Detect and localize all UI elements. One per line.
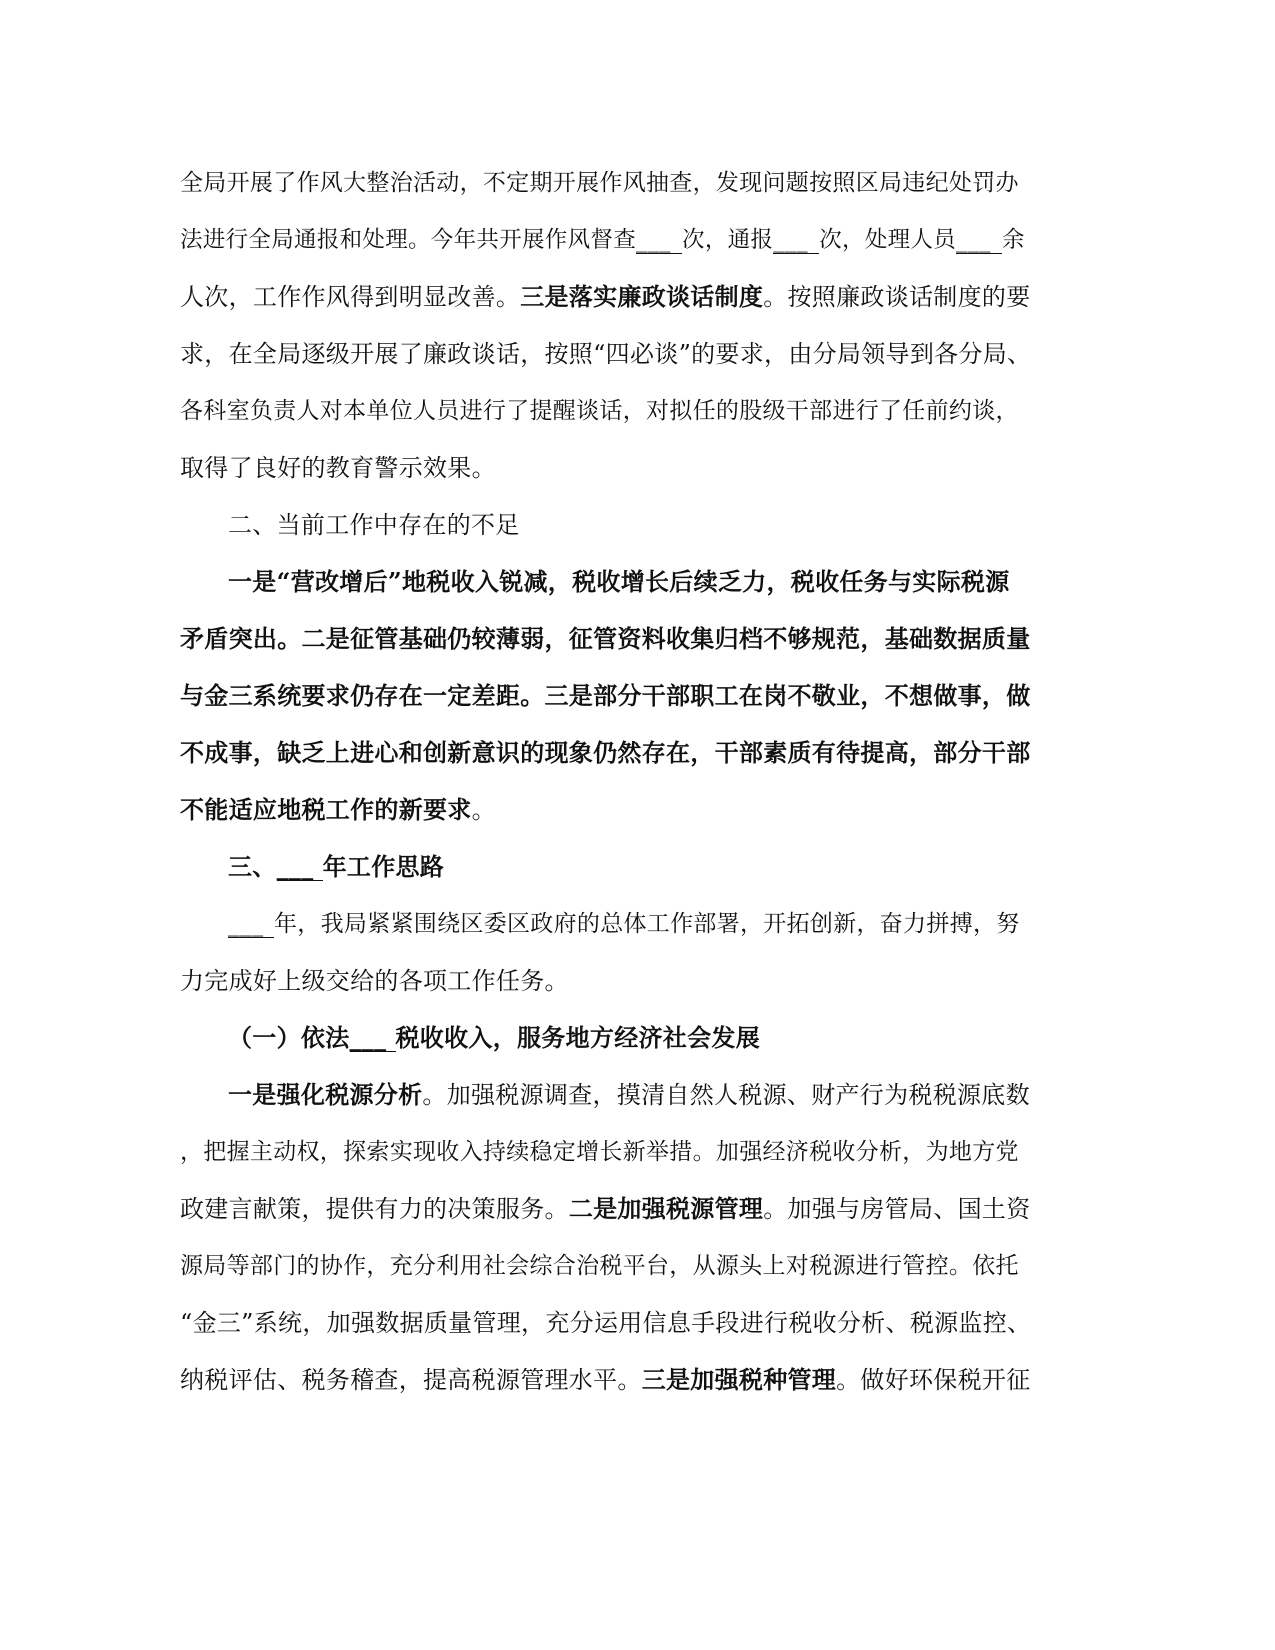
paragraph-line <box>180 1307 1031 1339</box>
text-run: 取得了良好的教育警示效果。 <box>180 454 496 482</box>
blank-placeholder: ___ <box>773 227 819 254</box>
section-heading <box>228 851 444 883</box>
paragraph-line <box>180 737 1031 769</box>
paragraph-line <box>228 908 1020 940</box>
text-run: 各科室负责人对本单位人员进行了提醒谈话，对拟任的股级干部进行了任前约谈， <box>180 398 1019 424</box>
paragraph-line <box>180 167 1019 199</box>
paragraph-line <box>180 395 1019 427</box>
bold-text-run: 与金三系统要求仍存在一定差距。三是部分干部职工在岗不敬业，不想做事，做 <box>180 681 1031 710</box>
text-run: 法进行全局通报和处理。今年共开展作风督查 <box>180 227 637 253</box>
bold-text-run: 三是加强税种管理 <box>641 1365 837 1394</box>
text-run: 政建言献策，提供有力的决策服务。 <box>180 1195 569 1223</box>
bold-text-run: 不能适应地税工作的新要求 <box>180 795 472 824</box>
text-run: 税收收入，服务地方经济社会发展 <box>395 1023 760 1052</box>
bold-text-run: 二是加强税源管理 <box>568 1194 764 1223</box>
bold-text-run: 矛盾突出。二是征管基础仍较薄弱，征管资料收集归档不够规范，基础数据质量 <box>180 624 1031 653</box>
paragraph-line <box>180 1250 1019 1282</box>
paragraph-line <box>180 680 1031 712</box>
paragraph-line <box>180 1193 1031 1225</box>
paragraph-line <box>180 281 1031 313</box>
text-run: 。做好环保税开征 <box>836 1366 1031 1394</box>
text-run: （一）依法 <box>228 1023 350 1052</box>
paragraph-line <box>228 1079 1030 1111</box>
paragraph-line <box>180 794 496 826</box>
text-run: 。 <box>471 796 496 824</box>
text-run: 。按照廉政谈话制度的要 <box>763 283 1031 311</box>
blank-placeholder: ___ <box>956 227 1002 254</box>
text-run: 纳税评估、税务稽查，提高税源管理水平。 <box>180 1366 642 1394</box>
text-run: 人次，工作作风得到明显改善。 <box>180 283 521 311</box>
text-run: ，把握主动权，探索实现收入持续稳定增长新举措。加强经济税收分析，为地方党 <box>180 1139 1019 1165</box>
paragraph-line <box>180 1136 1019 1168</box>
blank-placeholder: ___ <box>350 1025 396 1052</box>
text-run: 源局等部门的协作，充分利用社会综合治税平台，从源头上对税源进行管控。依托 <box>180 1253 1019 1279</box>
text-run: 力完成好上级交给的各项工作任务。 <box>180 967 569 995</box>
paragraph-line <box>228 566 1010 598</box>
text-run: 全局开展了作风大整治活动，不定期开展作风抽查，发现问题按照区局违纪处罚办 <box>180 170 1019 196</box>
text-run: 三、 <box>228 852 277 881</box>
bold-text-run: 一是强化税源分析 <box>228 1080 423 1109</box>
text-run: 。加强税源调查，摸清自然人税源、财产行为税税源底数 <box>422 1081 1030 1109</box>
text-run: 年工作思路 <box>322 852 445 881</box>
blank-placeholder: ___ <box>277 854 323 881</box>
text-run: 求，在全局逐级开展了廉政谈话，按照“四必谈”的要求，由分局领导到各分局、 <box>180 340 1032 368</box>
text-run: 次，通报 <box>682 227 774 253</box>
section-heading <box>228 509 520 541</box>
text-run: 。加强与房管局、国土资 <box>763 1195 1031 1223</box>
paragraph-line <box>180 224 1025 256</box>
text-run: 次，处理人员 <box>819 227 957 253</box>
paragraph-line <box>180 338 1031 370</box>
paragraph-line <box>180 965 569 997</box>
blank-placeholder: ___ <box>636 227 682 254</box>
paragraph-line <box>180 623 1031 655</box>
paragraph-line <box>180 452 496 484</box>
text-run: 余 <box>1002 227 1025 253</box>
subsection-heading <box>228 1022 760 1054</box>
bold-text-run: 三是落实廉政谈话制度 <box>520 282 764 311</box>
paragraph-line <box>180 1364 1031 1396</box>
text-run: 二、当前工作中存在的不足 <box>228 511 520 539</box>
text-run: “金三”系统，加强数据质量管理，充分运用信息手段进行税收分析、税源监控、 <box>180 1309 1032 1337</box>
blank-placeholder: ___ <box>228 911 274 938</box>
text-run: 年，我局紧紧围绕区委区政府的总体工作部署，开拓创新，奋力拼搏，努 <box>274 911 1020 937</box>
bold-text-run: 不成事，缺乏上进心和创新意识的现象仍然存在，干部素质有待提高，部分干部 <box>180 738 1031 767</box>
bold-text-run: 一是“营改增后”地税收入锐减，税收增长后续乏力，税收任务与实际税源 <box>228 567 1010 596</box>
